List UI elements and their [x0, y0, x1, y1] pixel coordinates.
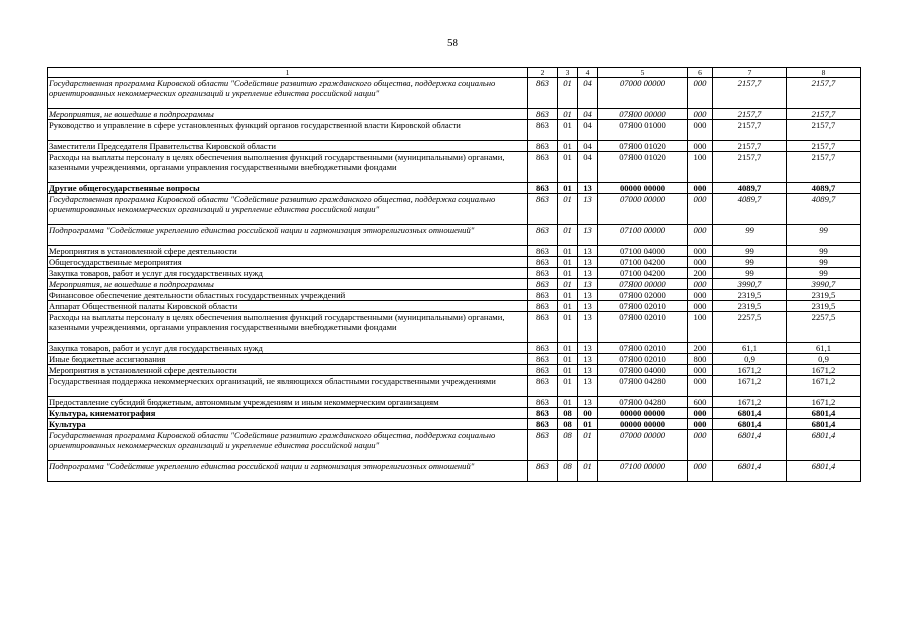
amount-col7: 0,9	[713, 354, 787, 365]
expense-type: 000	[688, 141, 713, 152]
target-article: 07Я00 02000	[598, 290, 688, 301]
table-row	[48, 194, 861, 225]
row-name: Другие общегосударственные вопросы	[48, 183, 528, 194]
admin-code: 863	[528, 397, 558, 408]
admin-code: 863	[528, 376, 558, 397]
subsection-code: 04	[578, 78, 598, 109]
row-name: Расходы на выплаты персоналу в целях обеспечения выполнения функций государственными (муниципальными) органами, казенными учреждениями, органами управления государственными внебюджетными фондами	[48, 152, 528, 183]
section-code: 01	[558, 365, 578, 376]
target-article: 07Я00 02010	[598, 312, 688, 343]
target-article: 07Я00 04280	[598, 376, 688, 397]
row-name: Мероприятия, не вошедшие в подпрограммы	[48, 109, 528, 120]
subsection-code: 04	[578, 120, 598, 141]
table-row	[48, 430, 861, 461]
admin-code: 863	[528, 268, 558, 279]
amount-col8: 2257,5	[787, 312, 861, 343]
row-name: Мероприятия в установленной сфере деятельности	[48, 246, 528, 257]
expense-type: 000	[688, 246, 713, 257]
expense-type: 000	[688, 419, 713, 430]
amount-col8: 0,9	[787, 354, 861, 365]
section-code: 01	[558, 279, 578, 290]
admin-code: 863	[528, 430, 558, 461]
subsection-code: 13	[578, 183, 598, 194]
target-article: 07Я00 01020	[598, 152, 688, 183]
section-code: 01	[558, 312, 578, 343]
admin-code: 863	[528, 419, 558, 430]
amount-col7: 2157,7	[713, 109, 787, 120]
expense-type: 000	[688, 78, 713, 109]
section-code: 08	[558, 430, 578, 461]
expense-type: 800	[688, 354, 713, 365]
row-name: Культура, кинематография	[48, 408, 528, 419]
section-code: 01	[558, 290, 578, 301]
section-code: 01	[558, 152, 578, 183]
subsection-code: 13	[578, 397, 598, 408]
subsection-code: 13	[578, 301, 598, 312]
column-header: 4	[578, 68, 598, 78]
amount-col7: 6801,4	[713, 408, 787, 419]
section-code: 01	[558, 78, 578, 109]
table-row	[48, 301, 861, 312]
column-header: 8	[787, 68, 861, 78]
amount-col7: 6801,4	[713, 430, 787, 461]
amount-col8: 6801,4	[787, 419, 861, 430]
subsection-code: 01	[578, 419, 598, 430]
expense-type: 000	[688, 225, 713, 246]
expense-type: 000	[688, 430, 713, 461]
amount-col8: 99	[787, 268, 861, 279]
admin-code: 863	[528, 78, 558, 109]
amount-col7: 2157,7	[713, 141, 787, 152]
amount-col8: 1671,2	[787, 365, 861, 376]
target-article: 00000 00000	[598, 183, 688, 194]
target-article: 07000 00000	[598, 430, 688, 461]
table-row	[48, 408, 861, 419]
amount-col8: 2157,7	[787, 120, 861, 141]
table-row	[48, 279, 861, 290]
budget-table	[47, 67, 861, 482]
target-article: 07100 00000	[598, 225, 688, 246]
table-row	[48, 312, 861, 343]
table-row	[48, 183, 861, 194]
expense-type: 000	[688, 109, 713, 120]
amount-col7: 6801,4	[713, 419, 787, 430]
section-code: 08	[558, 461, 578, 482]
subsection-code: 13	[578, 365, 598, 376]
amount-col7: 4089,7	[713, 194, 787, 225]
admin-code: 863	[528, 246, 558, 257]
table-row	[48, 246, 861, 257]
admin-code: 863	[528, 461, 558, 482]
admin-code: 863	[528, 312, 558, 343]
expense-type: 000	[688, 408, 713, 419]
row-name: Руководство и управление в сфере установленных функций органов государственной власти Кировской области	[48, 120, 528, 141]
table-row	[48, 343, 861, 354]
section-code: 01	[558, 246, 578, 257]
amount-col8: 2319,5	[787, 290, 861, 301]
row-name: Подпрограмма "Содействие укреплению единства российской нации и гармонизация этнорелигиозных отношений"	[48, 461, 528, 482]
amount-col8: 6801,4	[787, 461, 861, 482]
target-article: 07000 00000	[598, 78, 688, 109]
table-row	[48, 419, 861, 430]
subsection-code: 13	[578, 376, 598, 397]
subsection-code: 13	[578, 194, 598, 225]
row-name: Общегосударственные мероприятия	[48, 257, 528, 268]
table-row	[48, 152, 861, 183]
expense-type: 200	[688, 343, 713, 354]
expense-type: 000	[688, 376, 713, 397]
target-article: 07Я00 04280	[598, 397, 688, 408]
subsection-code: 13	[578, 279, 598, 290]
amount-col7: 61,1	[713, 343, 787, 354]
expense-type: 000	[688, 301, 713, 312]
table-row	[48, 78, 861, 109]
amount-col7: 99	[713, 268, 787, 279]
amount-col7: 99	[713, 246, 787, 257]
expense-type: 000	[688, 194, 713, 225]
admin-code: 863	[528, 141, 558, 152]
expense-type: 200	[688, 268, 713, 279]
table-row	[48, 397, 861, 408]
subsection-code: 13	[578, 312, 598, 343]
row-name: Мероприятия в установленной сфере деятельности	[48, 365, 528, 376]
row-name: Государственная программа Кировской области "Содействие развитию гражданского общества, поддержка социально ориентированных некоммерческих организаций и укрепление единства российской нации"	[48, 78, 528, 109]
table-row	[48, 290, 861, 301]
amount-col7: 2319,5	[713, 290, 787, 301]
amount-col8: 2157,7	[787, 141, 861, 152]
amount-col7: 6801,4	[713, 461, 787, 482]
expense-type: 600	[688, 397, 713, 408]
table-row	[48, 257, 861, 268]
admin-code: 863	[528, 354, 558, 365]
admin-code: 863	[528, 408, 558, 419]
row-name: Финансовое обеспечение деятельности областных государственных учреждений	[48, 290, 528, 301]
table-row	[48, 141, 861, 152]
amount-col8: 2157,7	[787, 152, 861, 183]
table-row	[48, 120, 861, 141]
amount-col8: 1671,2	[787, 397, 861, 408]
admin-code: 863	[528, 152, 558, 183]
amount-col7: 2257,5	[713, 312, 787, 343]
column-header: 1	[48, 68, 528, 78]
column-header: 5	[598, 68, 688, 78]
column-header: 3	[558, 68, 578, 78]
row-name: Закупка товаров, работ и услуг для государственных нужд	[48, 268, 528, 279]
subsection-code: 13	[578, 246, 598, 257]
amount-col7: 2157,7	[713, 120, 787, 141]
amount-col8: 6801,4	[787, 408, 861, 419]
row-name: Аппарат Общественной палаты Кировской области	[48, 301, 528, 312]
amount-col7: 1671,2	[713, 365, 787, 376]
row-name: Государственная поддержка некоммерческих организаций, не являющихся областными государственными учреждениями	[48, 376, 528, 397]
admin-code: 863	[528, 279, 558, 290]
amount-col7: 99	[713, 257, 787, 268]
column-header-row	[48, 68, 861, 78]
amount-col7: 1671,2	[713, 376, 787, 397]
target-article: 07Я00 00000	[598, 279, 688, 290]
section-code: 01	[558, 376, 578, 397]
amount-col7: 99	[713, 225, 787, 246]
expense-type: 000	[688, 290, 713, 301]
amount-col8: 99	[787, 246, 861, 257]
target-article: 00000 00000	[598, 408, 688, 419]
amount-col7: 2157,7	[713, 78, 787, 109]
admin-code: 863	[528, 301, 558, 312]
amount-col8: 4089,7	[787, 194, 861, 225]
table-row	[48, 225, 861, 246]
section-code: 01	[558, 120, 578, 141]
amount-col8: 2319,5	[787, 301, 861, 312]
row-name: Иные бюджетные ассигнования	[48, 354, 528, 365]
expense-type: 100	[688, 152, 713, 183]
amount-col8: 4089,7	[787, 183, 861, 194]
row-name: Культура	[48, 419, 528, 430]
amount-col8: 1671,2	[787, 376, 861, 397]
expense-type: 000	[688, 257, 713, 268]
section-code: 01	[558, 268, 578, 279]
table-row	[48, 268, 861, 279]
row-name: Подпрограмма "Содействие укреплению единства российской нации и гармонизация этнорелигиозных отношений"	[48, 225, 528, 246]
expense-type: 000	[688, 183, 713, 194]
row-name: Закупка товаров, работ и услуг для государственных нужд	[48, 343, 528, 354]
subsection-code: 01	[578, 430, 598, 461]
expense-type: 000	[688, 461, 713, 482]
subsection-code: 13	[578, 290, 598, 301]
section-code: 08	[558, 419, 578, 430]
subsection-code: 04	[578, 141, 598, 152]
target-article: 07100 04200	[598, 257, 688, 268]
amount-col7: 4089,7	[713, 183, 787, 194]
table-row	[48, 461, 861, 482]
amount-col8: 99	[787, 257, 861, 268]
subsection-code: 13	[578, 354, 598, 365]
target-article: 00000 00000	[598, 419, 688, 430]
amount-col7: 1671,2	[713, 397, 787, 408]
target-article: 07000 00000	[598, 194, 688, 225]
section-code: 08	[558, 408, 578, 419]
target-article: 07100 00000	[598, 461, 688, 482]
target-article: 07Я00 01020	[598, 141, 688, 152]
target-article: 07Я00 04000	[598, 365, 688, 376]
subsection-code: 00	[578, 408, 598, 419]
target-article: 07100 04200	[598, 268, 688, 279]
admin-code: 863	[528, 183, 558, 194]
admin-code: 863	[528, 343, 558, 354]
amount-col8: 61,1	[787, 343, 861, 354]
amount-col7: 2157,7	[713, 152, 787, 183]
amount-col8: 3990,7	[787, 279, 861, 290]
admin-code: 863	[528, 257, 558, 268]
row-name: Мероприятия, не вошедшие в подпрограммы	[48, 279, 528, 290]
table-row	[48, 365, 861, 376]
target-article: 07Я00 00000	[598, 109, 688, 120]
subsection-code: 13	[578, 343, 598, 354]
column-header: 6	[688, 68, 713, 78]
target-article: 07Я00 01000	[598, 120, 688, 141]
section-code: 01	[558, 343, 578, 354]
subsection-code: 04	[578, 152, 598, 183]
expense-type: 100	[688, 312, 713, 343]
expense-type: 000	[688, 365, 713, 376]
section-code: 01	[558, 354, 578, 365]
amount-col7: 3990,7	[713, 279, 787, 290]
subsection-code: 13	[578, 257, 598, 268]
section-code: 01	[558, 194, 578, 225]
row-name: Предоставление субсидий бюджетным, автономным учреждениям и иным некоммерческим организациям	[48, 397, 528, 408]
row-name: Государственная программа Кировской области "Содействие развитию гражданского общества, поддержка социально ориентированных некоммерческих организаций и укрепление единства российской нации"	[48, 430, 528, 461]
subsection-code: 13	[578, 268, 598, 279]
target-article: 07Я00 02010	[598, 301, 688, 312]
target-article: 07100 04000	[598, 246, 688, 257]
admin-code: 863	[528, 290, 558, 301]
table-row	[48, 109, 861, 120]
amount-col7: 2319,5	[713, 301, 787, 312]
column-header: 2	[528, 68, 558, 78]
row-name: Расходы на выплаты персоналу в целях обеспечения выполнения функций государственными (муниципальными) органами, казенными учреждениями, органами управления государственными внебюджетными фондами	[48, 312, 528, 343]
section-code: 01	[558, 257, 578, 268]
section-code: 01	[558, 301, 578, 312]
amount-col8: 2157,7	[787, 109, 861, 120]
subsection-code: 01	[578, 461, 598, 482]
amount-col8: 99	[787, 225, 861, 246]
section-code: 01	[558, 183, 578, 194]
admin-code: 863	[528, 225, 558, 246]
section-code: 01	[558, 225, 578, 246]
admin-code: 863	[528, 120, 558, 141]
row-name: Государственная программа Кировской области "Содействие развитию гражданского общества, поддержка социально ориентированных некоммерческих организаций и укрепление единства российской нации"	[48, 194, 528, 225]
section-code: 01	[558, 109, 578, 120]
table-row	[48, 354, 861, 365]
admin-code: 863	[528, 109, 558, 120]
section-code: 01	[558, 397, 578, 408]
target-article: 07Я00 02010	[598, 343, 688, 354]
row-name: Заместители Председателя Правительства Кировской области	[48, 141, 528, 152]
section-code: 01	[558, 141, 578, 152]
expense-type: 000	[688, 279, 713, 290]
amount-col8: 6801,4	[787, 430, 861, 461]
column-header: 7	[713, 68, 787, 78]
table-row	[48, 376, 861, 397]
admin-code: 863	[528, 194, 558, 225]
expense-type: 000	[688, 120, 713, 141]
subsection-code: 04	[578, 109, 598, 120]
page-number: 58	[447, 37, 458, 49]
target-article: 07Я00 02010	[598, 354, 688, 365]
subsection-code: 13	[578, 225, 598, 246]
admin-code: 863	[528, 365, 558, 376]
amount-col8: 2157,7	[787, 78, 861, 109]
